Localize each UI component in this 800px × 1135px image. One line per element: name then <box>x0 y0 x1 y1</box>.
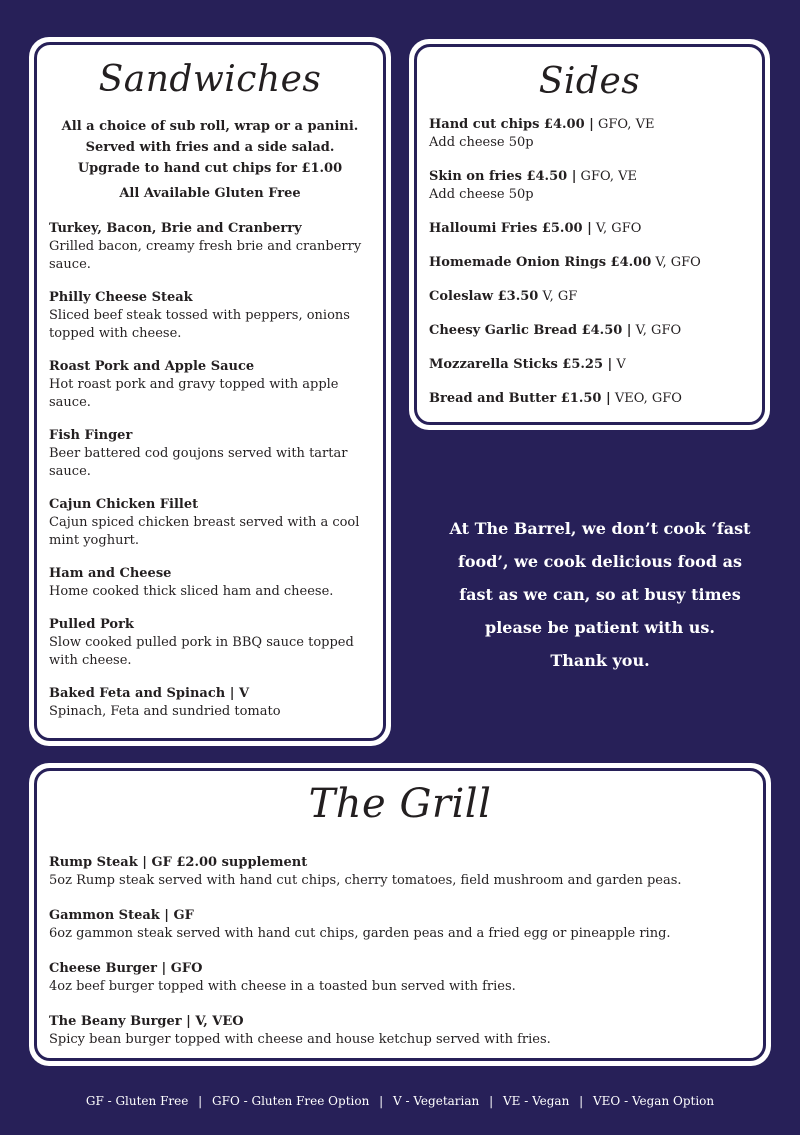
menu-item <box>49 854 757 890</box>
legend-entry-v: V - Vegetarian <box>393 1094 480 1108</box>
grill-list <box>49 854 757 1066</box>
side-note: Add cheese 50p <box>429 135 534 150</box>
item-description: Beer battered cod goujons served with tartar sauce. <box>49 446 348 479</box>
menu-item <box>49 685 377 721</box>
item-description: Home cooked thick sliced ham and cheese. <box>49 584 334 599</box>
item-description: Sliced beef steak tossed with peppers, onions topped with cheese. <box>49 308 350 341</box>
item-description: Spinach, Feta and sundried tomato <box>49 704 281 719</box>
side-name-price: Homemade Onion Rings £4.00 <box>429 255 652 270</box>
side-name-price: Coleslaw £3.50 <box>429 289 539 304</box>
intro-line: Served with fries and a side salad. <box>85 140 335 155</box>
side-tags: VEO, GFO <box>610 391 682 406</box>
side-name-price: Mozzarella Sticks £5.25 | <box>429 357 613 372</box>
side-tags: V <box>612 357 626 372</box>
side-tags: GFO, VE <box>593 117 655 132</box>
item-description: Slow cooked pulled pork in BBQ sauce topped with cheese. <box>49 635 354 668</box>
message-line: please be patient with us. <box>485 618 715 637</box>
legend-separator: | <box>379 1094 384 1108</box>
item-name: Rump Steak | GF £2.00 supplement <box>49 855 308 870</box>
legend-separator: | <box>489 1094 494 1108</box>
menu-item <box>49 427 377 481</box>
intro-line: Upgrade to hand cut chips for £1.00 <box>77 161 343 176</box>
sandwiches-intro <box>49 116 371 204</box>
item-name: Philly Cheese Steak <box>49 290 193 305</box>
item-description: Grilled bacon, creamy fresh brie and cranberry sauce. <box>49 239 362 272</box>
menu-item <box>49 220 377 274</box>
sandwiches-list <box>49 220 377 736</box>
side-item <box>429 322 756 340</box>
intro-line-gluten-free: All Available Gluten Free <box>119 186 301 201</box>
legend-entry-veo: VEO - Vegan Option <box>593 1094 715 1108</box>
item-description: 5oz Rump steak served with hand cut chips, cherry tomatoes, field mushroom and garden peas. <box>49 873 682 888</box>
sides-title: Sides <box>538 61 641 102</box>
side-item <box>429 254 756 272</box>
sandwiches-title: Sandwiches <box>98 59 322 100</box>
item-name: Pulled Pork <box>49 617 134 632</box>
sides-list <box>429 116 756 424</box>
legend-separator: | <box>579 1094 584 1108</box>
message-line: fast as we can, so at busy times <box>459 585 741 604</box>
side-name-price: Hand cut chips £4.00 | <box>429 117 594 132</box>
menu-item <box>49 358 377 412</box>
grill-panel <box>29 763 771 1066</box>
menu-item <box>49 1013 757 1049</box>
side-note: Add cheese 50p <box>429 187 534 202</box>
item-description: 6oz gammon steak served with hand cut chips, garden peas and a fried egg or pineapple ring. <box>49 926 671 941</box>
item-name: The Beany Burger | V, VEO <box>49 1014 244 1029</box>
side-name-price: Halloumi Fries £5.00 | <box>429 221 592 236</box>
item-description: Spicy bean burger topped with cheese and house ketchup served with fries. <box>49 1032 551 1047</box>
intro-line: All a choice of sub roll, wrap or a panini. <box>61 119 359 134</box>
item-name: Baked Feta and Spinach | V <box>49 686 250 701</box>
side-item <box>429 288 756 306</box>
side-name-price: Bread and Butter £1.50 | <box>429 391 611 406</box>
item-name: Roast Pork and Apple Sauce <box>49 359 255 374</box>
item-description: Hot roast pork and gravy topped with apple sauce. <box>49 377 339 410</box>
message-line: At The Barrel, we don’t cook ‘fast <box>449 519 751 538</box>
side-tags: V, GFO <box>591 221 642 236</box>
menu-item <box>49 565 377 601</box>
legend-separator: | <box>198 1094 203 1108</box>
side-tags: V, GFO <box>651 255 701 270</box>
side-item <box>429 390 756 408</box>
grill-title: The Grill <box>308 781 492 827</box>
dietary-legend <box>0 1094 800 1108</box>
item-name: Turkey, Bacon, Brie and Cranberry <box>49 221 302 236</box>
sandwiches-panel <box>29 37 391 746</box>
message-line: Thank you. <box>550 651 650 670</box>
menu-item <box>49 960 757 996</box>
side-name-price: Skin on fries £4.50 | <box>429 169 577 184</box>
side-tags: V, GFO <box>631 323 682 338</box>
side-tags: GFO, VE <box>576 169 637 184</box>
item-name: Cheese Burger | GFO <box>49 961 203 976</box>
sides-panel <box>409 39 770 430</box>
message-line: food’, we cook delicious food as <box>458 552 742 571</box>
side-name-price: Cheesy Garlic Bread £4.50 | <box>429 323 632 338</box>
side-item <box>429 356 756 374</box>
legend-entry-gfo: GFO - Gluten Free Option <box>212 1094 370 1108</box>
side-item <box>429 220 756 238</box>
side-tags: V, GF <box>538 289 578 304</box>
item-description: 4oz beef burger topped with cheese in a toasted bun served with fries. <box>49 979 516 994</box>
item-name: Fish Finger <box>49 428 133 443</box>
item-name: Gammon Steak | GF <box>49 908 194 923</box>
menu-item <box>49 907 757 943</box>
item-description: Cajun spiced chicken breast served with a cool mint yoghurt. <box>49 515 360 548</box>
side-item <box>429 116 756 152</box>
side-item <box>429 168 756 204</box>
legend-entry-gf: GF - Gluten Free <box>85 1094 189 1108</box>
patience-message <box>420 512 780 677</box>
legend-entry-ve: VE - Vegan <box>502 1094 570 1108</box>
item-name: Cajun Chicken Fillet <box>49 497 199 512</box>
item-name: Ham and Cheese <box>49 566 172 581</box>
menu-item <box>49 289 377 343</box>
menu-item <box>49 616 377 670</box>
menu-item <box>49 496 377 550</box>
